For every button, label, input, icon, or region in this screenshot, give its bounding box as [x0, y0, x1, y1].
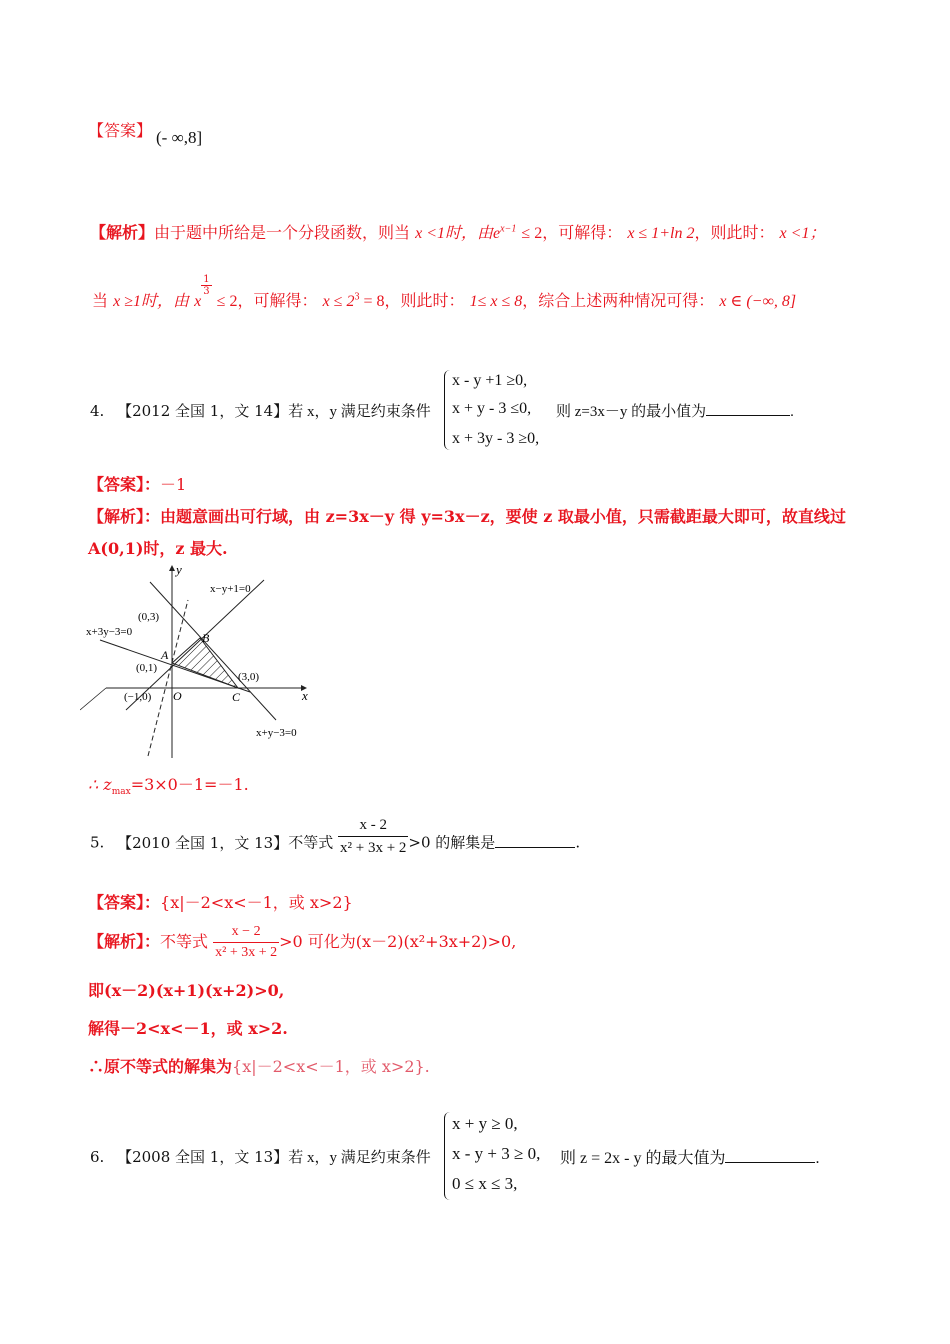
q4-constraint-1: x - y +1 ≥0, [452, 372, 528, 389]
solution-tag-5: 【解析】： [88, 932, 161, 951]
q5-frac-num: x - 2 [338, 814, 408, 837]
q5-text-a: 不等式 [288, 833, 334, 852]
label-A: A [161, 648, 169, 662]
solution-tag-1: 【解析】 [90, 223, 155, 242]
sol1-then2: ，则此时： [384, 291, 465, 310]
q4-text-b: 则 z=3x－y 的最小值为 [556, 404, 707, 420]
label-line-3: x+y−3=0 [256, 727, 297, 739]
q4-constraint-2: x + y - 3 ≤0, [452, 400, 532, 417]
label-origin: O [173, 689, 182, 703]
q4-period: . [790, 404, 794, 420]
label-C: C [232, 690, 241, 704]
sol1-cond2: x ≥1时，由 [113, 293, 189, 310]
q4-brace [444, 370, 451, 450]
q6-number: 6. [90, 1148, 105, 1166]
answer-value-4: －1 [160, 475, 187, 494]
solution-5-line-4 [88, 1054, 430, 1077]
label-point-m1-0: (−1,0) [124, 691, 152, 703]
conclusion-rest: =3×0－1=－1. [130, 775, 249, 794]
q5-frac-den: x² + 3x + 2 [340, 840, 407, 856]
label-point-3-0: (3,0) [238, 671, 260, 683]
feasible-region [172, 638, 238, 688]
label-point-0-3: (0,3) [138, 611, 160, 623]
objective-line-dashed [148, 600, 188, 756]
solution-5-line-2: 即(x－2)(x+1)(x+2)>0, [88, 981, 285, 1000]
sol1-base2: x [194, 293, 202, 310]
sol1-combine: ，综合上述两种情况可得： [522, 291, 715, 310]
q6-text: 若 x，y 满足约束条件 [288, 1150, 431, 1166]
q5-source: 【2010 全国 1，文 13】 [117, 833, 289, 852]
q4-number: 4. [90, 402, 105, 420]
sol5-text-b: >0 可化为(x－2)(x²+3x+2)>0, [279, 932, 517, 951]
sol1-text: 由于题中所给是一个分段函数，则当 [154, 223, 411, 242]
q5-number: 5. [90, 833, 105, 852]
q6-answer-blank[interactable] [725, 1162, 815, 1163]
answer-tag-5: 【答案】： [88, 893, 161, 912]
q5-text-b: >0 的解集是 [408, 833, 496, 852]
sol5-conclusion-set: {x|－2<x<－1，或 x>2}. [232, 1057, 430, 1076]
line-x-y-1-ext [80, 688, 106, 710]
sol1-range: x <1； [779, 225, 826, 242]
q6-constraint-1: x + y ≥ 0, [452, 1114, 518, 1133]
solution-1-line-2 [92, 274, 796, 311]
sol1-exp: x−1 [500, 223, 517, 235]
solution-tag-4: 【解析】： [88, 507, 161, 526]
q6-tail [560, 1145, 819, 1168]
solution-4-line-2: A(0,1)时，z 最大. [88, 539, 228, 558]
q6-constraint-3: 0 ≤ x ≤ 3, [452, 1174, 518, 1193]
q6-text-b: 则 z = 2x - y 的最大值为 [560, 1150, 726, 1167]
q6-source: 【2008 全国 1，文 13】 [117, 1148, 289, 1166]
sol1-ineq: ≤ 2，可解得： [521, 225, 623, 242]
label-B: B [202, 631, 210, 645]
sol5-frac-num: x − 2 [213, 922, 279, 943]
q4-source: 【2012 全国 1，文 14】 [117, 402, 289, 420]
label-x: x [302, 688, 308, 703]
answer-tag-1: 【答案】 [88, 121, 153, 140]
sol4-text-1: 由题意画出可行域，由 z=3x－y 得 y=3x－z，要使 z 取最小值，只需截距最大即可，故直线过 [160, 507, 846, 526]
sol1-then: ，则此时： [694, 223, 775, 242]
answer-5 [88, 890, 353, 913]
question-6-stem [90, 1146, 431, 1167]
sol1-frac-den: 3 [203, 286, 210, 297]
sol1-pow-exp: 3 [354, 291, 360, 303]
sol1-range2: 1≤ x ≤ 8 [469, 293, 523, 310]
sol5-text-a: 不等式 [160, 932, 209, 951]
sol1-when: 当 [92, 291, 109, 310]
sol5-frac-den: x² + 3x + 2 [215, 945, 278, 960]
label-y: y [176, 562, 182, 577]
sol1-cond: x <1时，由 [415, 225, 494, 242]
q4-constraint-3: x + 3y - 3 ≥0, [452, 430, 540, 447]
answer-4 [88, 472, 186, 495]
solution-5-line-1 [88, 922, 516, 963]
label-line-1: x−y+1=0 [210, 583, 251, 595]
line-x-y-3 [150, 582, 276, 720]
sol1-eq8: = 8 [359, 293, 385, 310]
label-line-2: x+3y−3=0 [86, 626, 133, 638]
sol1-pow: x ≤ 2 [322, 293, 355, 310]
q4-answer-blank[interactable] [706, 415, 790, 416]
q6-brace [444, 1112, 451, 1200]
solution-1-line-1 [90, 220, 825, 243]
sol1-exp-base: e [493, 225, 501, 242]
label-point-0-1: (0,1) [136, 662, 158, 674]
feasible-region-graph [80, 560, 330, 765]
sol1-frac-exp [201, 274, 211, 297]
sol1-ineq2: ≤ 2，可解得： [216, 293, 318, 310]
sol1-result: x ≤ 1+ln 2 [627, 225, 695, 242]
q4-tail [556, 400, 794, 421]
question-5-stem [90, 817, 581, 859]
line-x-3y-3 [100, 640, 250, 692]
solution-5-line-3: 解得－2<x<－1，或 x>2. [88, 1019, 288, 1038]
q5-period: . [575, 833, 581, 852]
sol1-frac-num: 1 [203, 274, 210, 285]
q6-period: . [815, 1150, 820, 1167]
solution-4-conclusion [88, 772, 249, 797]
sol5-conclusion-text: ∴原不等式的解集为 [88, 1057, 233, 1076]
q6-constraint-2: x - y + 3 ≥ 0, [452, 1144, 541, 1163]
q5-answer-blank[interactable] [495, 847, 575, 848]
answer-tag-4: 【答案】： [88, 475, 161, 494]
solution-4-line-1 [88, 504, 846, 527]
conclusion-sub: max [111, 787, 131, 798]
q5-fraction [338, 814, 408, 859]
answer-value-1: (- ∞,8] [156, 128, 203, 147]
conclusion-z: ∴ z [88, 775, 112, 794]
question-4-stem [90, 400, 431, 421]
q4-text: 若 x，y 满足约束条件 [288, 404, 431, 420]
answer-value-5: {x|－2<x<－1，或 x>2} [160, 893, 353, 912]
sol1-final: x ∈ (−∞, 8] [719, 293, 797, 310]
sol5-fraction [213, 922, 279, 963]
